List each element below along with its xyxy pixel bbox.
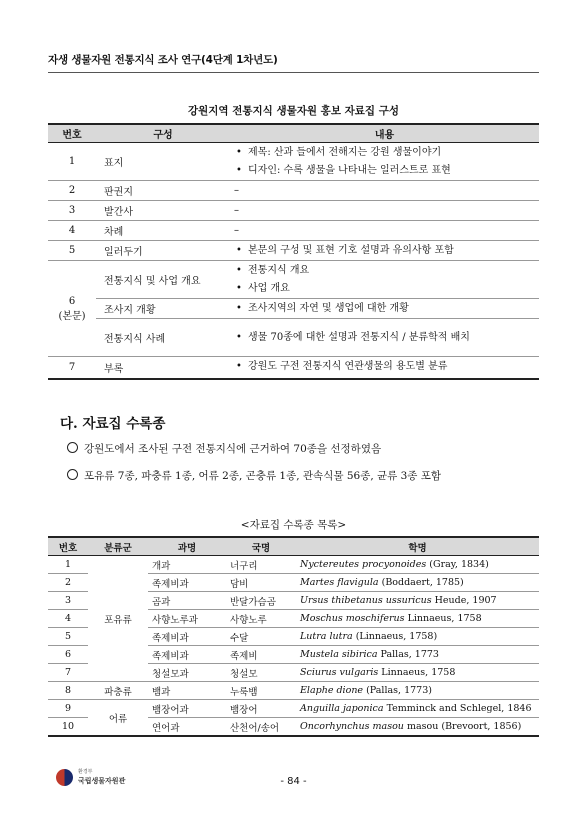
table-row: 전통지식 사례 • 생물 70종에 대한 설명과 전통지식 / 분류학적 배치: [48, 319, 539, 357]
table-row: 7 부록 • 강원도 구전 전통지식 연관생물의 용도별 분류: [48, 357, 539, 379]
table-row: 8 파충류 뱀과 누룩뱀 Elaphe dione (Pallas, 1773): [48, 682, 539, 700]
org-logo: 환경부 국립생물자원관: [56, 768, 125, 786]
group-fish: 어류: [88, 700, 148, 737]
table-row: 조사지 개황 • 조사지역의 자연 및 생업에 대한 개황: [48, 299, 539, 319]
bullet-item: 포유류 7종, 파충류 1종, 어류 2종, 곤충류 1종, 관속식물 56종, 균류 3종 포함: [67, 468, 441, 483]
table-row: 7 청설모과 청설모 Sciurus vulgaris Linnaeus, 1758: [48, 664, 539, 682]
table-row: 2 판권지 –: [48, 181, 539, 201]
page-number: - 84 -: [280, 776, 307, 787]
table1-caption: 강원지역 전통지식 생물자원 홍보 자료집 구성: [188, 105, 399, 117]
section-title: 다. 자료집 수록종: [60, 416, 166, 432]
table-row: 1 포유류 개과 너구리 Nyctereutes procyonoides (Gray, 1834): [48, 556, 539, 574]
circle-bullet-icon: [67, 469, 78, 480]
group-mammal: 포유류: [88, 556, 148, 682]
table-row: 5 일러두기 • 본문의 구성 및 표현 기호 설명과 유의사항 포함: [48, 241, 539, 261]
species-table: 번호 분류군 과명 국명 학명 1 포유류 개과 너구리 Nyctereutes procyonoides (Gray, 1834) 2 족제비과 담비 Martes flavigula (Boddaert, 1785) 3 곰과 반달가슴곰 Ursus thibetanus ussuricus Heude, 1907 4 사향노루과 사향노루 Moschus moschiferus Linnaeus, 1758 5 족제비과 수달 Lutra lutra (Linnaeus, 1758) 6 족제비과 족제비 Mustela sibirica Pallas, 1773 7 청설모과 청설모 Sciurus vulgaris Linnaeus, 1758 8 파충류 뱀과 누룩뱀 Elaphe dione (Pallas, 1773) 9 어류 뱀장어과 뱀장어 Anguilla japonica Temminck and Schlegel, 1846 10 연어과 산천어/송어 Oncorhynchus masou masou (Brevoort, 1856): [48, 536, 539, 737]
group-reptile: 파충류: [88, 682, 148, 700]
table-row: 5 족제비과 수달 Lutra lutra (Linnaeus, 1758): [48, 628, 539, 646]
running-header: 자생 생물자원 전통지식 조사 연구(4단계 1차년도): [48, 54, 278, 66]
header-rule: [48, 72, 539, 73]
col-header-content: 내용: [230, 124, 539, 143]
table-row: 2 족제비과 담비 Martes flavigula (Boddaert, 1785): [48, 574, 539, 592]
bullet-item: 강원도에서 조사된 구전 전통지식에 근거하여 70종을 선정하였음: [67, 441, 381, 456]
table-row: 4 사향노루과 사향노루 Moschus moschiferus Linnaeus, 1758: [48, 610, 539, 628]
circle-bullet-icon: [67, 442, 78, 453]
table-row: 6 족제비과 족제비 Mustela sibirica Pallas, 1773: [48, 646, 539, 664]
table-row: 4 차례 –: [48, 221, 539, 241]
table-row: 6 (본문) 전통지식 및 사업 개요 • 전통지식 개요 • 사업 개요: [48, 261, 539, 299]
table-row: 9 어류 뱀장어과 뱀장어 Anguilla japonica Temminck and Schlegel, 1846: [48, 700, 539, 718]
composition-table: [48, 123, 539, 380]
table-row: 1 표지 • 제목: 산과 들에서 전해지는 강원 생물이야기 • 디자인: 수록 생물을 나타내는 일러스트로 표현: [48, 143, 539, 181]
table2-caption: <자료집 수록종 목록>: [240, 519, 347, 531]
col-header-comp: 구성: [96, 124, 230, 143]
table-row: 3 곰과 반달가슴곰 Ursus thibetanus ussuricus Heude, 1907: [48, 592, 539, 610]
col-header-no: 번호: [48, 124, 96, 143]
table-row: 10 연어과 산천어/송어 Oncorhynchus masou masou (Brevoort, 1856): [48, 718, 539, 737]
table-row: 3 발간사 –: [48, 201, 539, 221]
